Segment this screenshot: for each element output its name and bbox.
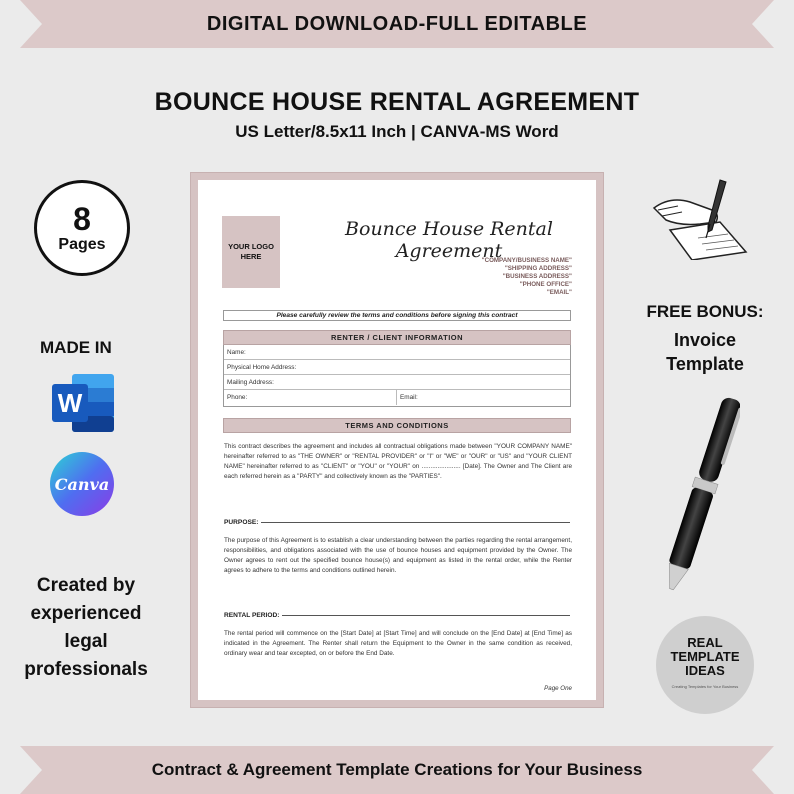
made-in-label: MADE IN (40, 338, 112, 357)
purpose-heading-text: PURPOSE: (224, 519, 259, 526)
address-shipping: "SHIPPING ADDRESS" (504, 265, 572, 272)
terms-section-heading: TERMS AND CONDITIONS (223, 418, 571, 433)
renter-section-heading: RENTER / CLIENT INFORMATION (223, 330, 571, 345)
field-physical-address (224, 360, 570, 375)
hand-writing-icon (650, 178, 762, 260)
top-banner-text: DIGITAL DOWNLOAD-FULL EDITABLE (206, 12, 588, 35)
bonus-subtitle (620, 328, 790, 376)
field-name (224, 345, 570, 360)
bottom-banner (20, 746, 774, 794)
field-mailing-label: Mailing Address: (227, 379, 274, 386)
field-email-label: Email: (396, 390, 418, 405)
brand-line2: TEMPLATE (670, 649, 740, 664)
top-banner (20, 0, 774, 48)
pages-label: Pages (58, 236, 106, 253)
pages-number: 8 (73, 201, 91, 237)
brand-line1: REAL (687, 635, 723, 650)
created-by-text: Created by experienced legal professionals (24, 575, 148, 680)
address-business: "BUSINESS ADDRESS" (502, 273, 572, 280)
bonus-line1: Invoice (673, 330, 737, 350)
renter-info-table (223, 345, 571, 407)
field-phone-label: Phone: (227, 394, 248, 401)
rental-period-heading (224, 612, 570, 619)
page-number-label: Page One (544, 685, 572, 692)
address-company: "COMPANY/BUSINESS NAME" (481, 257, 572, 264)
address-email: "EMAIL" (546, 289, 572, 296)
review-notice: Please carefully review the terms and conditions before signing this contract (223, 310, 571, 321)
bottom-banner-text: Contract & Agreement Template Creations for Your Business (151, 760, 643, 779)
rental-period-heading-text: RENTAL PERIOD: (224, 612, 280, 619)
address-phone: "PHONE OFFICE" (519, 281, 572, 288)
purpose-heading (224, 519, 570, 526)
logo-placeholder: YOUR LOGO HERE (222, 216, 280, 288)
pages-badge (34, 180, 130, 276)
canva-icon (50, 452, 114, 516)
field-physical-label: Physical Home Address: (227, 364, 297, 371)
purpose-paragraph: The purpose of this Agreement is to establish a clear understanding between the parties regarding the rental arrangement, responsibilities, and obligations associated with the use of bounce houses and equipment provided by the Owner. The Owner agrees to rent out the specified bounce house(s) and equipment as listed in the rental order, while the Renter agrees to adhere to the terms and conditions outlined herein. (224, 537, 572, 574)
brand-logo (656, 616, 754, 714)
brand-line3: IDEAS (685, 663, 725, 678)
bonus-line2: Template (666, 354, 744, 374)
field-mailing-address (224, 375, 570, 390)
terms-intro-paragraph: This contract describes the agreement and includes all contractual obligations made between "YOUR COMPANY NAME" hereinafter referred to as "THE OWNER" or "RENTAL PROVIDER" or "I" or "WE" or "OUR" or "US" and "YOUR CLIENT NAME" hereinafter referred to as "CLIENT" or "YOU" or "YOUR" on ...................... [Date]. The Owner and The Client are each referred herein as a "PARTY" and collectively known as the "PARTIES". (224, 443, 572, 480)
document-script-title: Bounce House Rental Agreement (345, 218, 553, 262)
brand-tagline: Creating Templates for Your Business (671, 684, 739, 689)
field-name-label: Name: (227, 349, 246, 356)
document-preview (198, 180, 596, 700)
page-title: BOUNCE HOUSE RENTAL AGREEMENT (154, 88, 640, 116)
field-phone-email (224, 390, 570, 405)
bonus-title: FREE BONUS: (646, 302, 764, 321)
canva-label: Canva (54, 474, 110, 494)
word-icon (52, 372, 116, 434)
page-subtitle: US Letter/8.5x11 Inch | CANVA-MS Word (235, 122, 559, 141)
pen-icon (664, 388, 740, 602)
rental-period-paragraph: The rental period will commence on the [Start Date] at [Start Time] and will conclude on the [End Date] at [End Time] as indicated in the Agreement. The Renter shall return the Equipment to the Owner in the same condition as received, ordinary wear and tear excepted, on or before the End Date. (224, 630, 572, 657)
word-letter: W (57, 388, 83, 418)
company-address-block (482, 257, 572, 297)
